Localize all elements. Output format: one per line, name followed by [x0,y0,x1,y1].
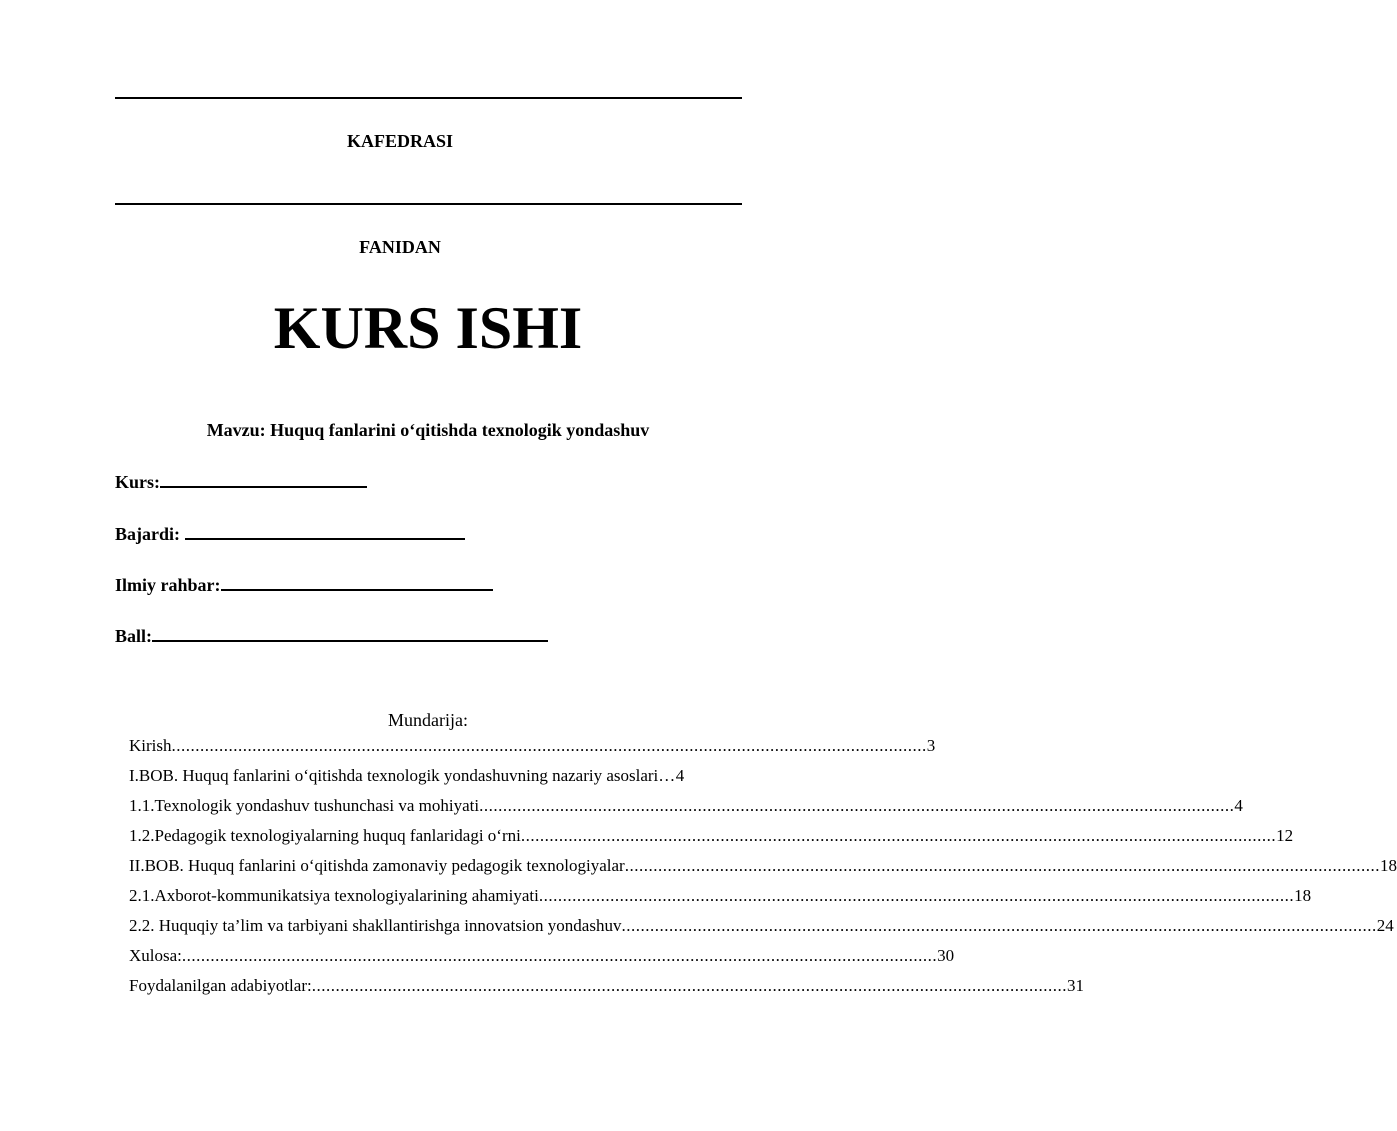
department-label: KAFEDRASI [346,131,453,151]
bajardi-field [115,522,465,545]
toc-leader: ............................................................................................................................................................... [171,736,927,755]
ilmiy-rahbar-blank-line [221,573,493,591]
document-title: KURS ISHI [273,295,583,361]
toc-entry-page: 31 [1066,976,1084,995]
toc-leader: ............................................................................................................................................................... [520,826,1277,845]
kurs-blank-line [160,470,367,488]
toc-entry-page: 18 [1294,886,1312,905]
bajardi-blank-line [185,522,465,540]
toc-entry [129,733,936,763]
toc-title: Mundarija: [388,710,468,730]
toc-entry-title: 1.2.Pedagogik texnologiyalarning huquq fanlaridagi o‘rni [129,826,521,845]
toc-entry [129,883,1312,913]
kurs-label: Kurs: [115,472,160,492]
toc-entry-page: 4 [675,766,685,785]
toc-entry-page: 30 [937,946,955,965]
ilmiy-rahbar-label: Ilmiy rahbar: [115,575,221,595]
toc-entry-title: 1.1.Texnologik yondashuv tushunchasi va mohiyati [129,796,480,815]
toc-entry-page: 12 [1276,826,1294,845]
toc-entry-title: Xulosa: [129,946,182,965]
toc-entry-page: 4 [1234,796,1243,815]
toc-entry-page: 18 [1379,856,1397,875]
toc-leader: ............................................................................................................................................................... [479,796,1235,815]
toc-entry-page: 24 [1376,916,1394,935]
toc-entry-title: II.BOB. Huquq fanlarini o‘qitishda zamonaviy pedagogik texnologiyalar [129,856,625,875]
toc-entry-page: 3 [926,736,936,755]
toc-leader: ............................................................................................................................................................... [311,976,1067,995]
table-of-contents [129,733,1397,1003]
toc-leader: ............................................................................................................................................................... [624,856,1380,875]
second-rule [115,203,742,205]
toc-entry-title: I.BOB. Huquq fanlarini o‘qitishda texnologik yondashuvning nazariy asoslari [129,766,659,785]
toc-entry [129,793,1243,823]
toc-entry [129,973,1084,1003]
toc-entry-title: 2.1.Axborot-kommunikatsiya texnologiyalarining ahamiyati [129,886,539,905]
kurs-field [115,470,367,493]
ball-label: Ball: [115,626,153,646]
topic-line: Mavzu: Huquq fanlarini o‘qitishda texnologik yondashuv [206,420,650,440]
toc-leader: ............................................................................................................................................................... [538,886,1295,905]
toc-entry [129,913,1394,943]
toc-entry-title: Kirish [129,736,172,755]
toc-entry [129,943,955,973]
subject-label: FANIDAN [359,237,441,257]
ilmiy-rahbar-field [115,573,493,596]
toc-entry [129,853,1397,883]
toc-leader: ............................................................................................................................................................... [181,946,938,965]
toc-entry [129,823,1294,853]
ball-field [115,624,548,647]
ball-blank-line [152,624,548,642]
toc-leader: … [658,766,676,785]
toc-entry [129,763,742,793]
toc-entry-title: 2.2. Huquqiy ta’lim va tarbiyani shakllantirishga innovatsion yondashuv [129,916,622,935]
toc-leader: ............................................................................................................................................................... [621,916,1377,935]
top-rule [115,97,742,99]
bajardi-label: Bajardi: [115,524,180,544]
toc-entry-title: Foydalanilgan adabiyotlar: [129,976,312,995]
